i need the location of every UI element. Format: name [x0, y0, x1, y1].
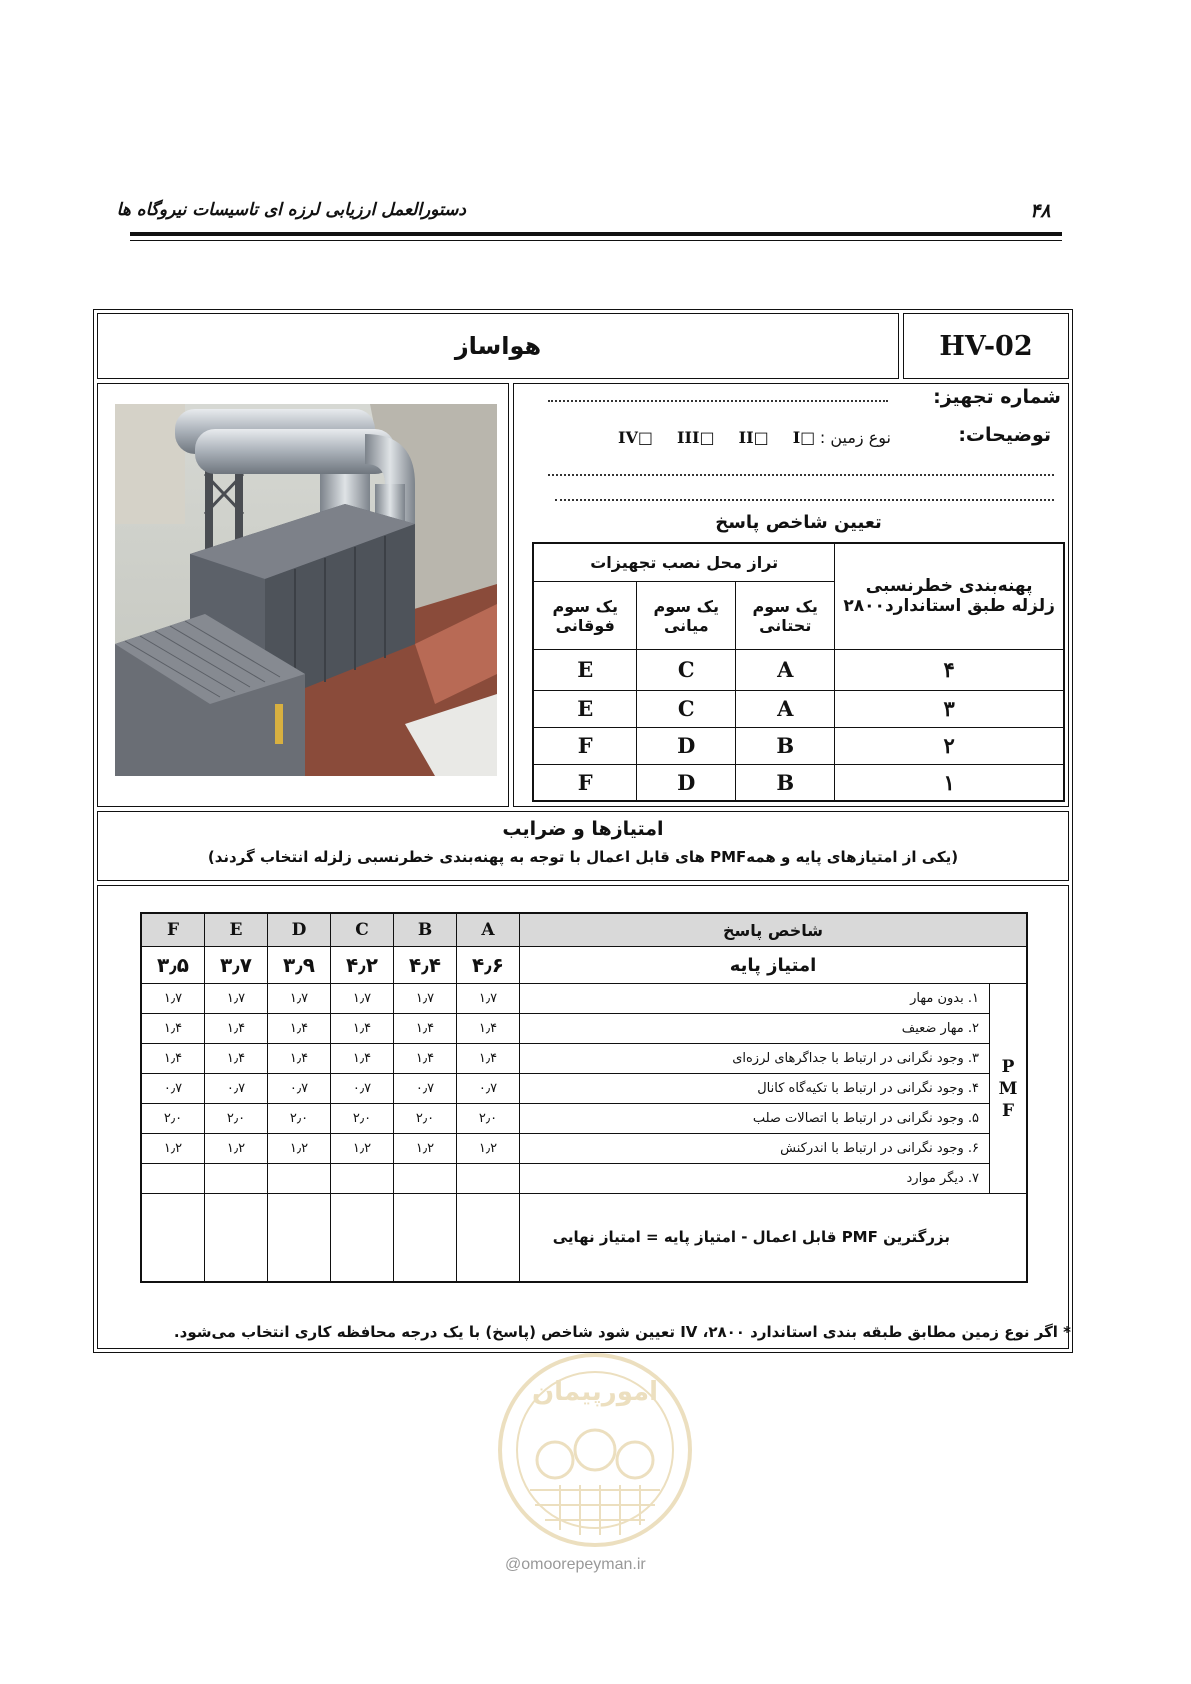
pmf-value: ۰٫۷	[205, 1074, 268, 1104]
pmf-label: ۵. وجود نگرانی در ارتباط با اتصالات صلب	[520, 1104, 990, 1134]
pmf-value: ۰٫۷	[457, 1074, 520, 1104]
pmf-value	[268, 1164, 331, 1194]
pmf-value: ۱٫۴	[331, 1044, 394, 1074]
table-row	[141, 1134, 1027, 1164]
pmf-value: ۱٫۴	[331, 1014, 394, 1044]
pmf-value: ۱٫۴	[457, 1044, 520, 1074]
pmf-value	[331, 1164, 394, 1194]
pmf-value: ۱٫۲	[394, 1134, 457, 1164]
base-a: ۴٫۶	[457, 947, 520, 984]
scores-table	[140, 912, 1028, 1283]
soil-type-label: نوع زمین :	[819, 428, 891, 447]
pmf-tag-m: M	[998, 1078, 1018, 1099]
sheet-title: هواساز	[454, 332, 542, 360]
table-row	[141, 1044, 1027, 1074]
pmf-value: ۲٫۰	[268, 1104, 331, 1134]
pmf-value: ۱٫۲	[268, 1134, 331, 1164]
table-row	[141, 1164, 1027, 1194]
pmf-label: ۳. وجود نگرانی در ارتباط با جداگرهای لرزه‌ای	[520, 1044, 990, 1074]
col-header-a: A	[457, 913, 520, 947]
final-score-label: بزرگترین PMF قابل اعمال - امتیاز پایه = امتیاز نهایی	[520, 1194, 1028, 1282]
sheet-code-cell	[903, 313, 1069, 379]
pmf-value: ۲٫۰	[331, 1104, 394, 1134]
cell-top: F	[533, 764, 637, 801]
pmf-label: ۱. بدون مهار	[520, 984, 990, 1014]
pmf-tag-f: F	[1001, 1100, 1015, 1121]
pmf-value: ۱٫۴	[394, 1014, 457, 1044]
hazard-zone-header: پهنه‌بندی خطرنسبی زلزله طبق استاندارد۲۸۰۰	[835, 543, 1064, 649]
running-title: دستورالعمل ارزیابی لرزه ای تاسیسات نیروگاه ها	[116, 200, 466, 220]
cell-bottom: B	[736, 764, 835, 801]
pmf-value: ۱٫۷	[205, 984, 268, 1014]
sheet-code: HV-02	[939, 330, 1033, 362]
watermark-url: @omoorepeyman.ir	[505, 1556, 646, 1573]
pmf-value: ۱٫۴	[268, 1044, 331, 1074]
base-e: ۳٫۷	[205, 947, 268, 984]
final-score-row	[141, 1194, 1027, 1282]
col-header-c: C	[331, 913, 394, 947]
level-header: تراز محل نصب تجهیزات	[533, 543, 835, 582]
pmf-label: ۲. مهار ضعیف	[520, 1014, 990, 1044]
pmf-value: ۰٫۷	[141, 1074, 205, 1104]
page-number: ۴۸	[1030, 200, 1051, 222]
watermark-logo-icon	[490, 1340, 700, 1560]
scores-subheading: (یکی از امتیازهای پایه و همهPMF های قابل اعمال با توجه به پهنه‌بندی خطرنسبی زلزله انتخاب گردند)	[207, 848, 959, 866]
soil-option-iv[interactable]: IV□	[618, 428, 654, 447]
pmf-value: ۱٫۷	[457, 984, 520, 1014]
pmf-value: ۱٫۷	[331, 984, 394, 1014]
base-c: ۴٫۲	[331, 947, 394, 984]
header-rule	[130, 232, 1062, 236]
description-line-1[interactable]	[548, 474, 1054, 476]
pmf-value: ۰٫۷	[331, 1074, 394, 1104]
response-index-table	[532, 542, 1065, 802]
pmf-value: ۲٫۰	[394, 1104, 457, 1134]
pmf-tag-p: P	[1001, 1056, 1015, 1077]
final-c[interactable]	[331, 1194, 394, 1282]
pmf-value: ۲٫۰	[457, 1104, 520, 1134]
base-d: ۳٫۹	[268, 947, 331, 984]
pmf-value: ۰٫۷	[268, 1074, 331, 1104]
pmf-value	[457, 1164, 520, 1194]
cell-zone: ۲	[835, 727, 1064, 764]
equipment-no-label: شماره تجهیز:	[933, 386, 1061, 408]
cell-top: F	[533, 727, 637, 764]
pmf-label: ۶. وجود نگرانی در ارتباط با اندرکنش	[520, 1134, 990, 1164]
sub-middle-header: یک سوم میانی	[637, 582, 736, 650]
pmf-value: ۱٫۴	[268, 1014, 331, 1044]
pmf-value: ۱٫۴	[457, 1014, 520, 1044]
soil-option-iii[interactable]: III□	[677, 428, 715, 447]
pmf-value: ۱٫۲	[205, 1134, 268, 1164]
pmf-label: ۷. دیگر موارد	[520, 1164, 990, 1194]
cell-middle: D	[637, 727, 736, 764]
pmf-value: ۱٫۷	[394, 984, 457, 1014]
pmf-label: ۴. وجود نگرانی در ارتباط با تکیه‌گاه کانال	[520, 1074, 990, 1104]
pmf-value: ۲٫۰	[141, 1104, 205, 1134]
base-b: ۴٫۴	[394, 947, 457, 984]
response-heading: تعیین شاخص پاسخ	[715, 512, 882, 533]
cell-zone: ۳	[835, 690, 1064, 727]
final-e[interactable]	[205, 1194, 268, 1282]
equipment-no-field[interactable]	[548, 400, 888, 402]
table-row	[141, 1014, 1027, 1044]
pmf-value: ۱٫۲	[141, 1134, 205, 1164]
scores-heading: امتیازها و ضرایب	[502, 818, 664, 840]
pmf-value: ۱٫۴	[205, 1044, 268, 1074]
table-row	[141, 984, 1027, 1014]
base-f: ۳٫۵	[141, 947, 205, 984]
pmf-value: ۲٫۰	[205, 1104, 268, 1134]
base-score-label: امتیاز پایه	[520, 947, 1028, 984]
pmf-value: ۱٫۲	[331, 1134, 394, 1164]
soil-option-i[interactable]: I□	[792, 428, 816, 447]
base-score-row	[141, 947, 1027, 984]
final-d[interactable]	[268, 1194, 331, 1282]
table-row	[533, 727, 1064, 764]
table-row	[141, 1104, 1027, 1134]
pmf-value: ۱٫۲	[457, 1134, 520, 1164]
soil-type-options	[618, 428, 815, 447]
final-f[interactable]	[141, 1194, 205, 1282]
col-header-b: B	[394, 913, 457, 947]
cell-middle: C	[637, 649, 736, 690]
soil-option-ii[interactable]: II□	[738, 428, 769, 447]
cell-top: E	[533, 649, 637, 690]
pmf-tag	[990, 984, 1028, 1194]
col-header-e: E	[205, 913, 268, 947]
pmf-value: ۱٫۴	[141, 1044, 205, 1074]
cell-zone: ۱	[835, 764, 1064, 801]
sub-top-header: یک سوم فوقانی	[533, 582, 637, 650]
cell-bottom: A	[736, 649, 835, 690]
cell-middle: D	[637, 764, 736, 801]
cell-middle: C	[637, 690, 736, 727]
pmf-value: ۱٫۴	[394, 1044, 457, 1074]
description-line-2[interactable]	[555, 499, 1054, 501]
pmf-value	[141, 1164, 205, 1194]
pmf-value: ۱٫۴	[141, 1014, 205, 1044]
cell-bottom: A	[736, 690, 835, 727]
footnote: * اگر نوع زمین مطابق طبقه بندی استاندارد ۲۸۰۰، IV تعیین شود شاخص (پاسخ) با یک درجه محافظه کاری انتخاب می‌شود.	[173, 1323, 1071, 1341]
table-row	[533, 649, 1064, 690]
final-b[interactable]	[394, 1194, 457, 1282]
cell-zone: ۴	[835, 649, 1064, 690]
pmf-value: ۱٫۷	[268, 984, 331, 1014]
pmf-value	[394, 1164, 457, 1194]
sub-bottom-header: یک سوم تحتانی	[736, 582, 835, 650]
index-header: شاخص پاسخ	[520, 913, 1028, 947]
col-header-d: D	[268, 913, 331, 947]
cell-bottom: B	[736, 727, 835, 764]
final-a[interactable]	[457, 1194, 520, 1282]
pmf-value: ۱٫۷	[141, 984, 205, 1014]
sheet-title-cell	[97, 313, 899, 379]
table-row	[141, 1074, 1027, 1104]
pmf-value	[205, 1164, 268, 1194]
pmf-value: ۰٫۷	[394, 1074, 457, 1104]
cell-top: E	[533, 690, 637, 727]
watermark-logo-text: امورپیمان	[531, 1377, 659, 1407]
col-header-f: F	[141, 913, 205, 947]
table-row	[533, 690, 1064, 727]
table-row	[533, 764, 1064, 801]
equipment-photo	[115, 404, 497, 776]
header-rule-thin	[130, 240, 1062, 241]
pmf-value: ۱٫۴	[205, 1014, 268, 1044]
description-label: توضیحات:	[958, 424, 1051, 446]
